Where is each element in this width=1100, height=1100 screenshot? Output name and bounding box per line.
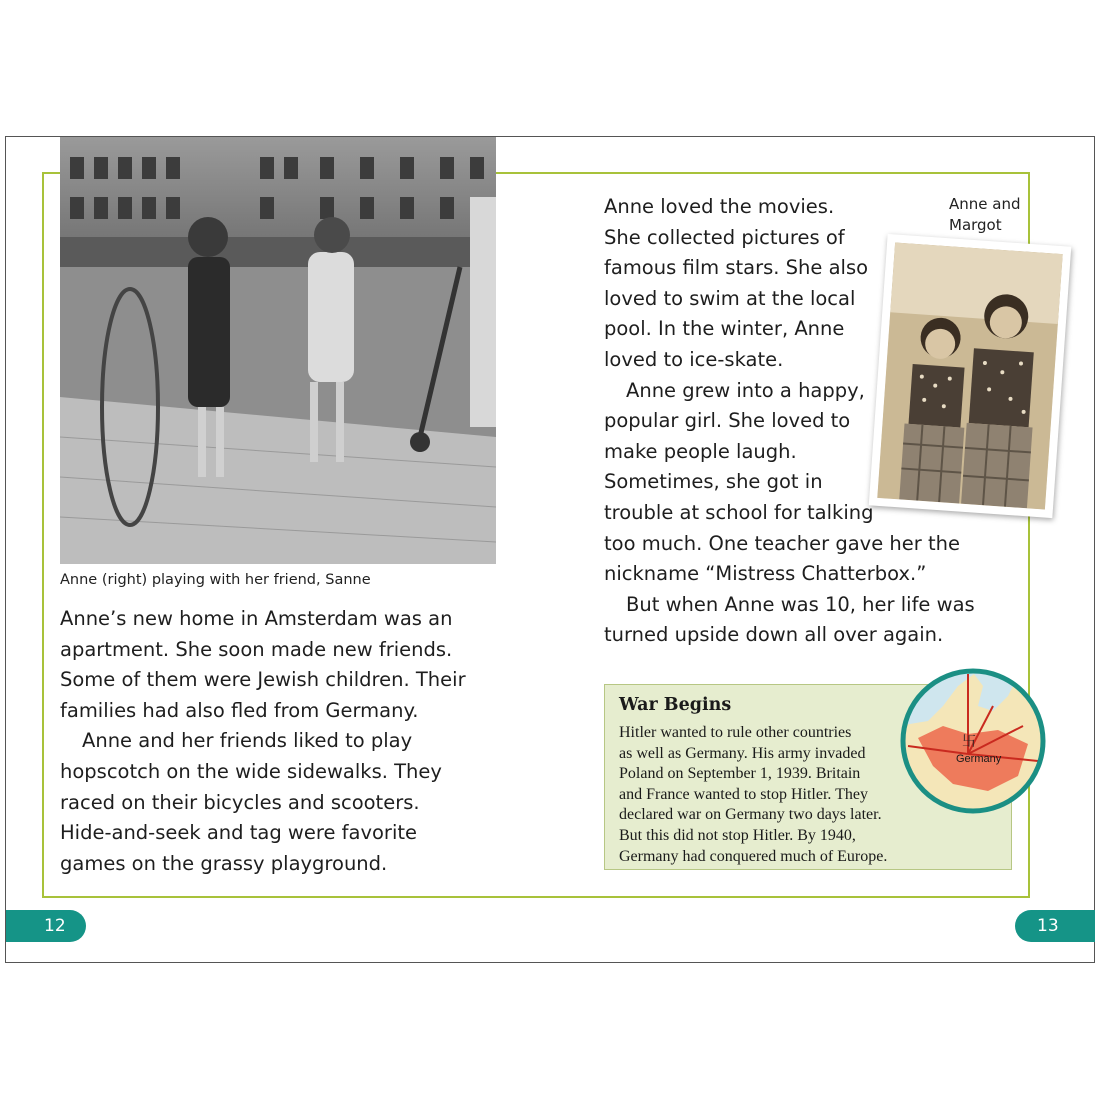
sidebar-line: Germany had conquered much of Europe. — [619, 847, 888, 865]
photo-anne-and-margot — [869, 234, 1072, 518]
text-line: pool. In the winter, Anne — [604, 317, 845, 341]
text-line: Hide-and-seek and tag were favorite — [60, 821, 418, 845]
right-paragraph-3 — [604, 590, 984, 651]
left-body-text — [60, 604, 500, 879]
sidebar-title: War Begins — [619, 695, 732, 715]
text-line: Sometimes, she got in — [604, 470, 823, 494]
text-line: turned upside down all over again. — [604, 623, 944, 647]
text-line: apartment. She soon made new friends. — [60, 637, 453, 661]
text-line: trouble at school for talking — [604, 500, 874, 524]
text-line: nickname “Mistress Chatterbox.” — [604, 562, 927, 586]
sidebar-line: Hitler wanted to rule other countries — [619, 724, 852, 741]
sidebar-line: declared war on Germany two days later. — [619, 806, 882, 824]
photo-anne-and-sanne — [60, 137, 496, 564]
text-line: She collected pictures of — [604, 225, 845, 249]
text-line: families had also fled from Germany. — [60, 698, 419, 722]
text-line: But when Anne was 10, her life was — [626, 592, 975, 616]
text-line: Anne loved the movies. — [604, 195, 835, 218]
europe-map-circle — [898, 666, 1048, 816]
text-line: make people laugh. — [604, 439, 797, 463]
text-line: loved to swim at the local — [604, 286, 856, 310]
right-photo-caption — [949, 194, 1021, 236]
sidebar-line: Poland on September 1, 1939. Britain — [619, 765, 861, 783]
sidebar-line: and France wanted to stop Hitler. They — [619, 785, 868, 803]
caption-line: Margot — [949, 216, 1002, 234]
caption-line: Anne and — [949, 195, 1021, 213]
text-line: games on the grassy playground. — [60, 851, 388, 875]
left-photo-caption: Anne (right) playing with her friend, Sanne — [60, 572, 371, 588]
left-paragraph-2 — [60, 726, 500, 879]
text-line: Some of them were Jewish children. Their — [60, 668, 466, 692]
sidebar-text — [619, 723, 919, 867]
map-label-germany: Germany — [956, 753, 1002, 765]
text-line: Anne and her friends liked to play — [82, 729, 413, 753]
text-line: too much. One teacher gave her the — [604, 531, 960, 555]
sidebar-line: But this did not stop Hitler. By 1940, — [619, 826, 856, 844]
text-line: hopscotch on the wide sidewalks. They — [60, 759, 442, 783]
text-line: Anne grew into a happy, — [626, 378, 865, 402]
text-line: raced on their bicycles and scooters. — [60, 790, 420, 814]
text-line: loved to ice-skate. — [604, 347, 784, 371]
page-number-left: 12 — [6, 910, 86, 942]
text-line: famous film stars. She also — [604, 256, 869, 280]
swastika-symbol: 卐 — [962, 734, 976, 750]
page-number-right: 13 — [1015, 910, 1095, 942]
text-line: popular girl. She loved to — [604, 409, 851, 433]
left-paragraph-1 — [60, 604, 500, 726]
text-line: Anne’s new home in Amsterdam was an — [60, 607, 453, 630]
sidebar-line: as well as Germany. His army invaded — [619, 744, 866, 762]
